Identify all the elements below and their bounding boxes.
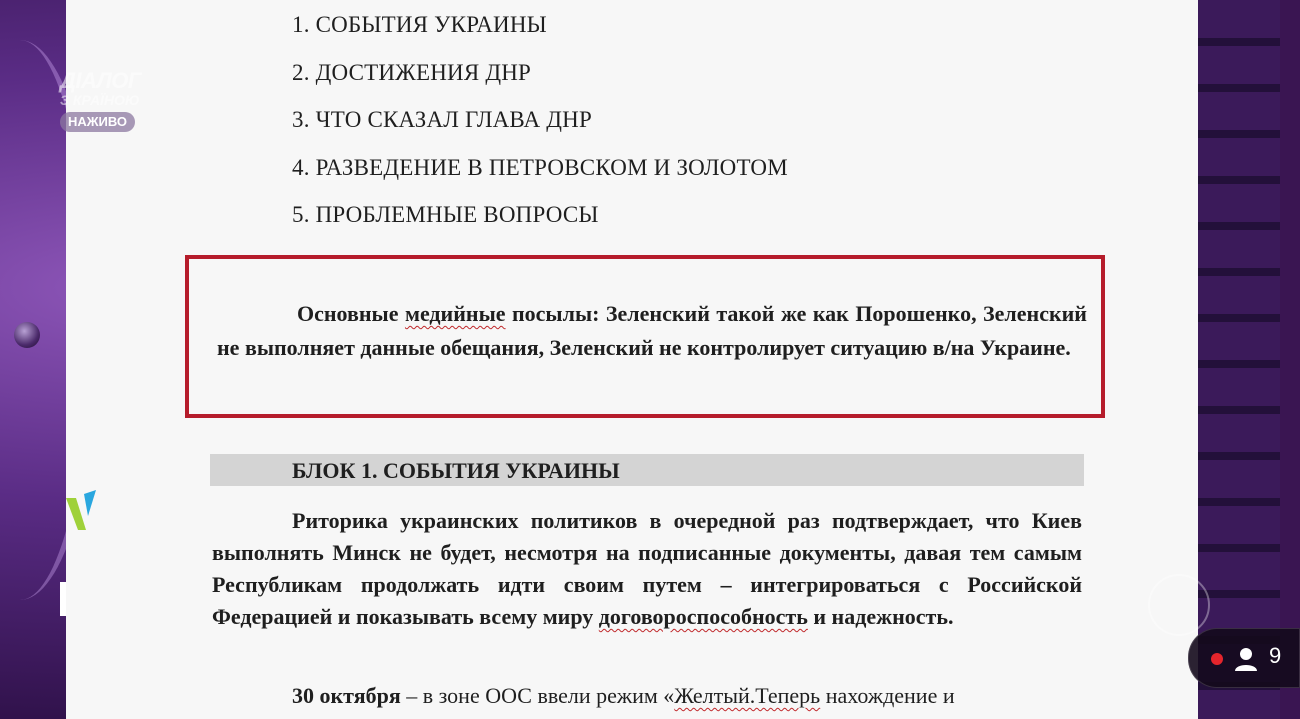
live-dot-icon — [1211, 653, 1223, 665]
block-heading-text: БЛОК 1. СОБЫТИЯ УКРАИНЫ — [292, 458, 620, 483]
overlay-circle — [1148, 574, 1210, 636]
studio-lamp — [14, 322, 40, 348]
channel-v-logo-icon — [62, 488, 102, 534]
spellcheck-word: медийные — [404, 301, 506, 326]
spellcheck-word: договороспособность — [598, 604, 808, 629]
paragraph2-rest: нахождение и — [820, 683, 955, 708]
viewer-count: 9 — [1269, 643, 1282, 668]
toc-item-3: 3. ЧТО СКАЗАЛ ГЛАВА ДНР — [292, 107, 592, 132]
block-heading — [210, 454, 1084, 486]
overlay-marker — [60, 582, 66, 616]
body-paragraph — [212, 505, 1082, 633]
paragraph-text: Риторика украинских политиков в очередной раз подтверждает, что Киев выполнять Минск не будет, несмотря на подписанные документы, давая тем самым Республикам продолжать идти своим путем – интегрироваться с Российской Федерацией и показывать всему миру — [212, 508, 1082, 629]
channel-logo-subtitle: З КРАЇНОЮ — [60, 92, 140, 108]
toc-item-2: 2. ДОСТИЖЕНИЯ ДНР — [292, 59, 532, 85]
callout-text-end: посылы: Зеленский такой же как Порошенко, Зеленский не выполняет данные обещания, Зеленский не контролирует ситуацию в/на Украине. — [217, 301, 1087, 360]
paragraph2-text: – в зоне ООС ввели режим « — [400, 683, 675, 708]
media-messages-callout — [185, 255, 1105, 418]
paragraph-date: 30 октября — [292, 683, 401, 708]
toc-item-1: 1. СОБЫТИЯ УКРАИНЫ — [292, 12, 547, 37]
paragraph-end: и надежность. — [807, 604, 954, 629]
live-badge: НАЖИВО — [60, 112, 135, 132]
toc-item-4: 4. РАЗВЕДЕНИЕ В ПЕТРОВСКОМ И ЗОЛОТОМ — [292, 154, 788, 180]
body-paragraph-2 — [292, 680, 1082, 712]
person-icon — [1233, 646, 1259, 672]
live-viewers-pill[interactable] — [1188, 628, 1300, 688]
channel-logo — [60, 66, 170, 136]
document-page — [66, 0, 1198, 719]
toc-item-5: 5. ПРОБЛЕМНЫЕ ВОПРОСЫ — [292, 202, 599, 227]
spellcheck-word: Желтый.Теперь — [674, 683, 821, 708]
callout-text — [217, 297, 1087, 365]
channel-logo-title: ДІАЛОГ — [60, 68, 141, 93]
table-of-contents — [292, 10, 788, 248]
callout-text-start: Основные — [297, 301, 405, 326]
